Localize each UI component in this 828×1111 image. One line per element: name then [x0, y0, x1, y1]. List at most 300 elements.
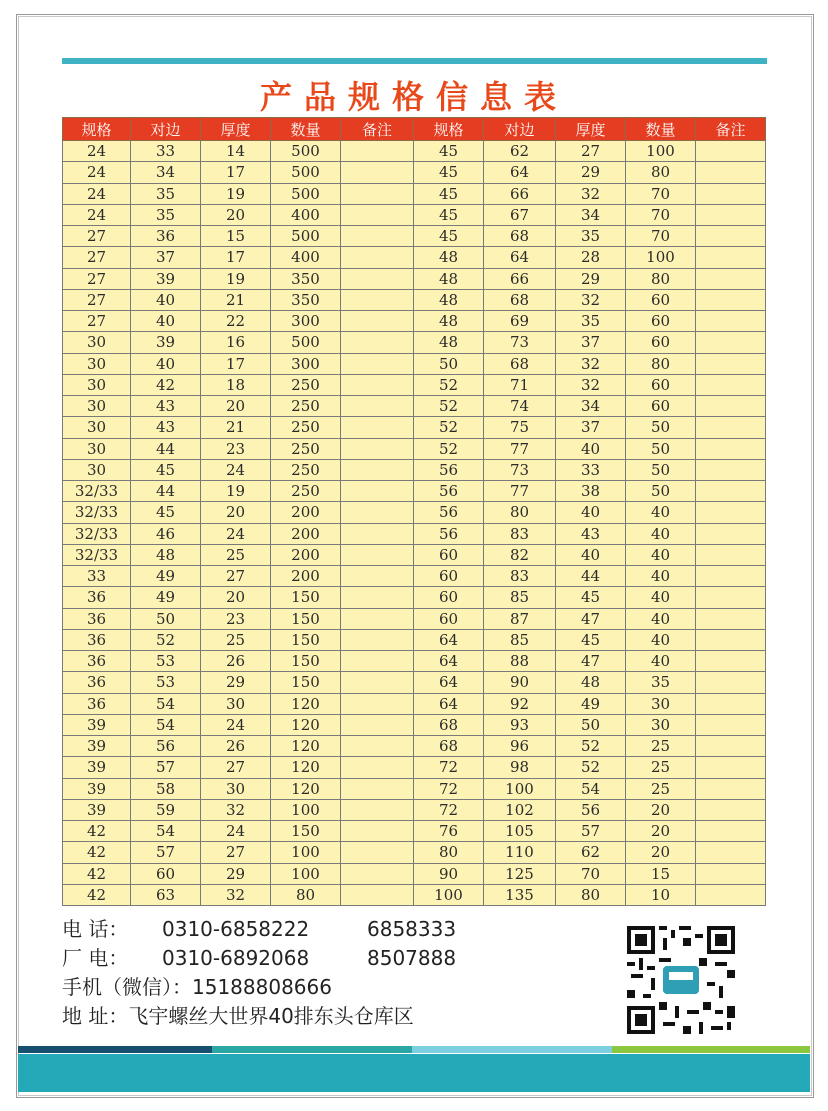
- cell-remarks: [696, 311, 766, 332]
- table-header-row: [63, 118, 766, 141]
- cell-quantity: 150: [271, 821, 341, 842]
- cell-remarks: [696, 417, 766, 438]
- cell-across-flats: 39: [131, 332, 201, 353]
- cell-across-flats: 54: [131, 821, 201, 842]
- phone-label: 电 话：: [62, 917, 129, 941]
- cell-quantity: 30: [626, 693, 696, 714]
- cell-spec: 30: [63, 353, 131, 374]
- cell-quantity: 50: [626, 459, 696, 480]
- cell-spec: 42: [63, 842, 131, 863]
- table-row: [63, 247, 766, 268]
- cell-spec: 30: [63, 417, 131, 438]
- cell-across-flats: 68: [484, 226, 556, 247]
- cell-spec: 72: [414, 778, 484, 799]
- cell-remarks: [696, 268, 766, 289]
- cell-quantity: 150: [271, 672, 341, 693]
- cell-spec: 56: [414, 481, 484, 502]
- cell-thickness: 26: [201, 651, 271, 672]
- table-row: [63, 629, 766, 650]
- table-row: [63, 311, 766, 332]
- cell-quantity: 80: [626, 353, 696, 374]
- cell-spec: 52: [414, 374, 484, 395]
- factory-phone-1: 0310-6892068: [162, 946, 310, 970]
- cell-spec: 32/33: [63, 481, 131, 502]
- cell-quantity: 40: [626, 651, 696, 672]
- table-row: [63, 566, 766, 587]
- table-row: [63, 523, 766, 544]
- cell-remarks: [341, 799, 414, 820]
- table-row: [63, 396, 766, 417]
- cell-across-flats: 43: [131, 417, 201, 438]
- cell-thickness: 27: [201, 842, 271, 863]
- cell-spec: 27: [63, 247, 131, 268]
- cell-quantity: 120: [271, 693, 341, 714]
- cell-remarks: [341, 693, 414, 714]
- cell-remarks: [696, 587, 766, 608]
- cell-spec: 64: [414, 651, 484, 672]
- cell-thickness: 24: [201, 714, 271, 735]
- cell-quantity: 500: [271, 162, 341, 183]
- cell-quantity: 50: [626, 417, 696, 438]
- cell-across-flats: 40: [131, 311, 201, 332]
- cell-thickness: 40: [556, 544, 626, 565]
- cell-across-flats: 35: [131, 204, 201, 225]
- cell-spec: 100: [414, 884, 484, 905]
- cell-spec: 52: [414, 417, 484, 438]
- cell-across-flats: 44: [131, 438, 201, 459]
- cell-remarks: [696, 799, 766, 820]
- table-row: [63, 544, 766, 565]
- cell-across-flats: 44: [131, 481, 201, 502]
- cell-remarks: [341, 183, 414, 204]
- cell-thickness: 32: [556, 374, 626, 395]
- cell-spec: 27: [63, 268, 131, 289]
- cell-across-flats: 54: [131, 714, 201, 735]
- table-row: [63, 162, 766, 183]
- cell-spec: 36: [63, 629, 131, 650]
- cell-across-flats: 87: [484, 608, 556, 629]
- table-row: [63, 141, 766, 162]
- table-row: [63, 863, 766, 884]
- qr-code-icon: [627, 926, 735, 1034]
- cell-quantity: 40: [626, 523, 696, 544]
- cell-quantity: 40: [626, 629, 696, 650]
- table-row: [63, 374, 766, 395]
- table-row: [63, 438, 766, 459]
- cell-thickness: 18: [201, 374, 271, 395]
- cell-thickness: 62: [556, 842, 626, 863]
- cell-across-flats: 93: [484, 714, 556, 735]
- cell-thickness: 50: [556, 714, 626, 735]
- cell-spec: 42: [63, 863, 131, 884]
- cell-remarks: [696, 438, 766, 459]
- cell-across-flats: 69: [484, 311, 556, 332]
- table-row: [63, 736, 766, 757]
- cell-spec: 64: [414, 629, 484, 650]
- cell-thickness: 48: [556, 672, 626, 693]
- cell-across-flats: 88: [484, 651, 556, 672]
- cell-across-flats: 33: [131, 141, 201, 162]
- cell-quantity: 40: [626, 566, 696, 587]
- cell-remarks: [696, 523, 766, 544]
- table-row: [63, 842, 766, 863]
- cell-across-flats: 90: [484, 672, 556, 693]
- cell-quantity: 120: [271, 778, 341, 799]
- contact-block: [62, 915, 456, 1031]
- cell-remarks: [341, 608, 414, 629]
- cell-thickness: 17: [201, 353, 271, 374]
- cell-thickness: 17: [201, 162, 271, 183]
- cell-spec: 39: [63, 799, 131, 820]
- cell-quantity: 250: [271, 459, 341, 480]
- cell-spec: 32/33: [63, 523, 131, 544]
- cell-thickness: 32: [556, 289, 626, 310]
- cell-thickness: 40: [556, 438, 626, 459]
- table-row: [63, 417, 766, 438]
- cell-across-flats: 71: [484, 374, 556, 395]
- cell-quantity: 60: [626, 332, 696, 353]
- table-body: [63, 141, 766, 906]
- cell-thickness: 27: [201, 757, 271, 778]
- cell-quantity: 25: [626, 778, 696, 799]
- cell-thickness: 52: [556, 757, 626, 778]
- cell-spec: 30: [63, 459, 131, 480]
- cell-spec: 48: [414, 268, 484, 289]
- cell-across-flats: 125: [484, 863, 556, 884]
- cell-remarks: [696, 183, 766, 204]
- cell-quantity: 100: [271, 863, 341, 884]
- cell-quantity: 50: [626, 481, 696, 502]
- cell-remarks: [341, 374, 414, 395]
- cell-quantity: 25: [626, 736, 696, 757]
- cell-thickness: 17: [201, 247, 271, 268]
- cell-spec: 45: [414, 162, 484, 183]
- cell-remarks: [696, 247, 766, 268]
- cell-spec: 50: [414, 353, 484, 374]
- address-row: [62, 1002, 456, 1031]
- cell-remarks: [341, 417, 414, 438]
- cell-thickness: 20: [201, 396, 271, 417]
- cell-spec: 72: [414, 757, 484, 778]
- cell-quantity: 20: [626, 842, 696, 863]
- cell-thickness: 32: [556, 353, 626, 374]
- cell-thickness: 21: [201, 289, 271, 310]
- cell-thickness: 29: [556, 162, 626, 183]
- cell-thickness: 47: [556, 608, 626, 629]
- cell-remarks: [341, 396, 414, 417]
- cell-thickness: 20: [201, 502, 271, 523]
- cell-quantity: 80: [626, 162, 696, 183]
- table-row: [63, 608, 766, 629]
- cell-thickness: 54: [556, 778, 626, 799]
- cell-remarks: [696, 842, 766, 863]
- factory-phone-label: 厂 电：: [62, 946, 129, 970]
- cell-thickness: 34: [556, 204, 626, 225]
- cell-spec: 45: [414, 141, 484, 162]
- cell-across-flats: 66: [484, 183, 556, 204]
- cell-remarks: [341, 544, 414, 565]
- top-accent-line: [62, 58, 767, 64]
- cell-thickness: 24: [201, 459, 271, 480]
- cell-remarks: [696, 566, 766, 587]
- table-row: [63, 183, 766, 204]
- cell-across-flats: 34: [131, 162, 201, 183]
- cell-quantity: 80: [271, 884, 341, 905]
- cell-thickness: 16: [201, 332, 271, 353]
- factory-phone-2: 8507888: [367, 946, 457, 970]
- cell-thickness: 28: [556, 247, 626, 268]
- cell-thickness: 21: [201, 417, 271, 438]
- cell-thickness: 38: [556, 481, 626, 502]
- cell-spec: 24: [63, 204, 131, 225]
- phone-row: [62, 915, 456, 944]
- mobile-row: [62, 973, 456, 1002]
- cell-across-flats: 50: [131, 608, 201, 629]
- footer-band-segment: [412, 1046, 612, 1053]
- cell-across-flats: 48: [131, 544, 201, 565]
- cell-spec: 27: [63, 311, 131, 332]
- cell-thickness: 52: [556, 736, 626, 757]
- cell-quantity: 150: [271, 629, 341, 650]
- cell-remarks: [341, 502, 414, 523]
- cell-remarks: [696, 459, 766, 480]
- cell-spec: 60: [414, 566, 484, 587]
- cell-quantity: 150: [271, 587, 341, 608]
- cell-across-flats: 85: [484, 629, 556, 650]
- cell-quantity: 20: [626, 821, 696, 842]
- cell-remarks: [341, 247, 414, 268]
- cell-quantity: 80: [626, 268, 696, 289]
- cell-spec: 36: [63, 672, 131, 693]
- cell-quantity: 100: [271, 842, 341, 863]
- cell-spec: 48: [414, 311, 484, 332]
- cell-thickness: 34: [556, 396, 626, 417]
- cell-remarks: [696, 289, 766, 310]
- cell-across-flats: 49: [131, 587, 201, 608]
- cell-thickness: 22: [201, 311, 271, 332]
- cell-thickness: 26: [201, 736, 271, 757]
- cell-remarks: [341, 523, 414, 544]
- cell-thickness: 47: [556, 651, 626, 672]
- cell-quantity: 500: [271, 183, 341, 204]
- cell-spec: 80: [414, 842, 484, 863]
- cell-spec: 24: [63, 183, 131, 204]
- cell-spec: 45: [414, 183, 484, 204]
- page-title: 产品规格信息表: [259, 78, 568, 116]
- cell-quantity: 40: [626, 544, 696, 565]
- cell-remarks: [341, 587, 414, 608]
- cell-spec: 52: [414, 396, 484, 417]
- cell-across-flats: 45: [131, 459, 201, 480]
- header-remarks: 备注: [341, 118, 414, 141]
- cell-remarks: [696, 736, 766, 757]
- cell-remarks: [341, 863, 414, 884]
- table-row: [63, 226, 766, 247]
- cell-quantity: 300: [271, 311, 341, 332]
- cell-remarks: [696, 544, 766, 565]
- table-row: [63, 757, 766, 778]
- cell-across-flats: 73: [484, 459, 556, 480]
- cell-across-flats: 75: [484, 417, 556, 438]
- cell-remarks: [341, 629, 414, 650]
- cell-remarks: [341, 884, 414, 905]
- cell-thickness: 19: [201, 268, 271, 289]
- table-row: [63, 821, 766, 842]
- cell-thickness: 45: [556, 587, 626, 608]
- cell-thickness: 49: [556, 693, 626, 714]
- cell-across-flats: 64: [484, 247, 556, 268]
- cell-across-flats: 77: [484, 438, 556, 459]
- cell-remarks: [341, 714, 414, 735]
- table-row: [63, 332, 766, 353]
- cell-across-flats: 49: [131, 566, 201, 587]
- cell-remarks: [341, 162, 414, 183]
- cell-across-flats: 68: [484, 353, 556, 374]
- cell-remarks: [341, 566, 414, 587]
- cell-quantity: 150: [271, 608, 341, 629]
- cell-quantity: 100: [271, 799, 341, 820]
- cell-across-flats: 102: [484, 799, 556, 820]
- cell-thickness: 24: [201, 523, 271, 544]
- cell-quantity: 60: [626, 396, 696, 417]
- cell-across-flats: 43: [131, 396, 201, 417]
- cell-spec: 27: [63, 289, 131, 310]
- cell-quantity: 70: [626, 183, 696, 204]
- cell-quantity: 200: [271, 566, 341, 587]
- cell-across-flats: 45: [131, 502, 201, 523]
- cell-quantity: 120: [271, 757, 341, 778]
- cell-quantity: 40: [626, 587, 696, 608]
- cell-spec: 39: [63, 714, 131, 735]
- cell-quantity: 40: [626, 608, 696, 629]
- cell-quantity: 20: [626, 799, 696, 820]
- header-remarks: 备注: [696, 118, 766, 141]
- cell-quantity: 100: [626, 247, 696, 268]
- cell-remarks: [341, 226, 414, 247]
- cell-thickness: 44: [556, 566, 626, 587]
- cell-across-flats: 60: [131, 863, 201, 884]
- cell-quantity: 350: [271, 289, 341, 310]
- cell-spec: 56: [414, 459, 484, 480]
- cell-spec: 68: [414, 714, 484, 735]
- cell-spec: 32/33: [63, 502, 131, 523]
- cell-across-flats: 80: [484, 502, 556, 523]
- cell-quantity: 350: [271, 268, 341, 289]
- cell-spec: 56: [414, 502, 484, 523]
- cell-remarks: [696, 481, 766, 502]
- table-row: [63, 481, 766, 502]
- mobile-number: 15188808666: [192, 975, 332, 999]
- cell-across-flats: 98: [484, 757, 556, 778]
- cell-thickness: 15: [201, 226, 271, 247]
- cell-remarks: [341, 141, 414, 162]
- cell-thickness: 29: [556, 268, 626, 289]
- cell-spec: 42: [63, 884, 131, 905]
- cell-spec: 52: [414, 438, 484, 459]
- cell-across-flats: 105: [484, 821, 556, 842]
- cell-thickness: 25: [201, 629, 271, 650]
- cell-spec: 48: [414, 332, 484, 353]
- cell-spec: 56: [414, 523, 484, 544]
- header-quantity: 数量: [626, 118, 696, 141]
- cell-remarks: [341, 757, 414, 778]
- cell-remarks: [696, 374, 766, 395]
- cell-thickness: 29: [201, 672, 271, 693]
- cell-across-flats: 64: [484, 162, 556, 183]
- cell-quantity: 25: [626, 757, 696, 778]
- cell-remarks: [341, 481, 414, 502]
- cell-remarks: [341, 268, 414, 289]
- cell-remarks: [696, 141, 766, 162]
- table-row: [63, 204, 766, 225]
- cell-remarks: [341, 459, 414, 480]
- cell-spec: 39: [63, 736, 131, 757]
- cell-across-flats: 135: [484, 884, 556, 905]
- cell-spec: 24: [63, 162, 131, 183]
- cell-thickness: 32: [201, 799, 271, 820]
- cell-across-flats: 67: [484, 204, 556, 225]
- cell-remarks: [696, 863, 766, 884]
- cell-remarks: [696, 651, 766, 672]
- cell-remarks: [696, 396, 766, 417]
- footer-band-segment: [212, 1046, 412, 1053]
- cell-remarks: [696, 629, 766, 650]
- cell-across-flats: 96: [484, 736, 556, 757]
- phone-number-2: 6858333: [367, 917, 457, 941]
- cell-thickness: 57: [556, 821, 626, 842]
- spec-table: [62, 117, 766, 906]
- cell-remarks: [341, 672, 414, 693]
- cell-remarks: [696, 608, 766, 629]
- cell-remarks: [696, 884, 766, 905]
- cell-across-flats: 35: [131, 183, 201, 204]
- cell-across-flats: 36: [131, 226, 201, 247]
- cell-across-flats: 40: [131, 353, 201, 374]
- cell-thickness: 30: [201, 693, 271, 714]
- cell-quantity: 200: [271, 502, 341, 523]
- cell-spec: 36: [63, 608, 131, 629]
- cell-remarks: [696, 757, 766, 778]
- cell-spec: 36: [63, 651, 131, 672]
- cell-spec: 24: [63, 141, 131, 162]
- table-row: [63, 651, 766, 672]
- cell-quantity: 500: [271, 332, 341, 353]
- table-row: [63, 459, 766, 480]
- footer-band-segment: [612, 1046, 810, 1053]
- cell-quantity: 60: [626, 311, 696, 332]
- cell-across-flats: 52: [131, 629, 201, 650]
- cell-across-flats: 53: [131, 672, 201, 693]
- cell-across-flats: 74: [484, 396, 556, 417]
- cell-quantity: 250: [271, 481, 341, 502]
- address-label: 地 址：: [62, 1004, 129, 1028]
- cell-across-flats: 83: [484, 566, 556, 587]
- cell-spec: 30: [63, 396, 131, 417]
- cell-quantity: 250: [271, 417, 341, 438]
- cell-across-flats: 46: [131, 523, 201, 544]
- cell-across-flats: 77: [484, 481, 556, 502]
- cell-spec: 33: [63, 566, 131, 587]
- cell-across-flats: 42: [131, 374, 201, 395]
- table-row: [63, 672, 766, 693]
- cell-spec: 60: [414, 608, 484, 629]
- cell-quantity: 200: [271, 523, 341, 544]
- cell-thickness: 20: [201, 587, 271, 608]
- cell-remarks: [696, 226, 766, 247]
- address-value: 飞宇螺丝大世界40排东头仓库区: [128, 1004, 414, 1028]
- cell-across-flats: 66: [484, 268, 556, 289]
- cell-quantity: 250: [271, 374, 341, 395]
